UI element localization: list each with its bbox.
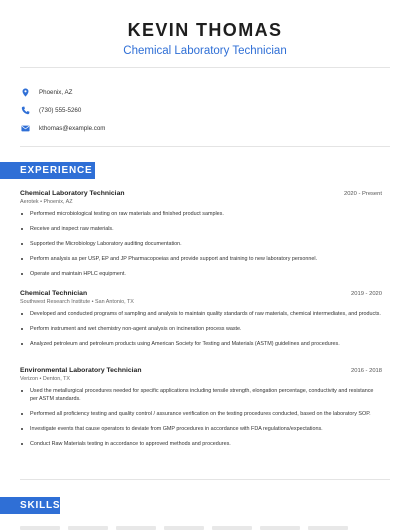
skills-section-heading: SKILLS	[0, 497, 60, 514]
skill-chip	[116, 526, 156, 530]
job-bullets	[20, 310, 382, 348]
bullet-item: Performed microbiological testing on raw materials and finished product samples.	[20, 210, 382, 218]
bullet-item: Investigate events that cause operators to deviate from GMP procedures in accordance with FDA regulations/expectations.	[20, 425, 382, 433]
bullet-item: Conduct Raw Materials testing in accordance to approved methods and procedures.	[20, 440, 382, 448]
job-dates: 2019 - 2020	[351, 291, 382, 297]
job-bullets	[20, 387, 382, 448]
header-divider	[20, 67, 390, 68]
contact-list	[21, 83, 105, 137]
job-bullets	[20, 210, 382, 278]
skill-chip	[164, 526, 204, 530]
bullet-item: Supported the Microbiology Laboratory auditing documentation.	[20, 240, 382, 248]
skill-chip	[260, 526, 300, 530]
phone-text: (730) 555-5260	[39, 106, 82, 114]
bullet-item: Perform analysis as per USP, EP and JP Pharmacopoeias and provide support and training to new laboratory personnel.	[20, 255, 382, 263]
contact-phone	[21, 101, 105, 119]
skill-chip	[68, 526, 108, 530]
envelope-icon	[21, 124, 30, 133]
job-company: Southwest Research Institute • San Antonio, TX	[20, 299, 134, 305]
skill-chip	[212, 526, 252, 530]
bullet-item: Performed all proficiency testing and quality control / assurance verification on the testing procedures conducted, based on the laboratory SOP.	[20, 410, 382, 418]
experience-divider	[20, 479, 390, 480]
map-pin-icon	[21, 88, 30, 97]
job-dates: 2016 - 2018	[351, 368, 382, 374]
contact-divider	[20, 146, 390, 147]
bullet-item: Operate and maintain HPLC equipment.	[20, 270, 382, 278]
location-text: Phoenix, AZ	[39, 88, 73, 96]
job-title: Environmental Laboratory Technician	[20, 367, 142, 374]
experience-item	[20, 367, 382, 455]
bullet-item: Analyzed petroleum and petroleum products using American Society for Testing and Materials (ASTM) guidelines and procedures.	[20, 340, 382, 348]
resume-header	[0, 0, 410, 57]
candidate-title: Chemical Laboratory Technician	[123, 45, 287, 57]
job-company: Aerotek • Phoenix, AZ	[20, 199, 73, 205]
skill-chip	[308, 526, 348, 530]
job-title: Chemical Technician	[20, 290, 88, 297]
bullet-item: Receive and inspect raw materials.	[20, 225, 382, 233]
experience-section-heading: EXPERIENCE	[0, 162, 95, 179]
job-title: Chemical Laboratory Technician	[20, 190, 125, 197]
bullet-item: Perform instrument and wet chemistry non-agent analysis on incineration process waste.	[20, 325, 382, 333]
contact-location	[21, 83, 105, 101]
candidate-name: KEVIN THOMAS	[127, 20, 283, 40]
contact-email	[21, 119, 105, 137]
experience-item	[20, 290, 382, 355]
job-dates: 2020 - Present	[343, 191, 382, 197]
skills-list	[20, 526, 348, 530]
job-company: Verizon • Denton, TX	[20, 376, 71, 382]
skill-chip	[20, 526, 60, 530]
email-text[interactable]: kthomas@example.com	[39, 124, 106, 132]
phone-icon	[21, 106, 30, 115]
experience-item	[20, 190, 382, 285]
bullet-item: Developed and conducted programs of sampling and analysis to maintain quality standards of raw materials, chemical intermediates, and products.	[20, 310, 382, 318]
bullet-item: Used the metallurgical procedures needed for specific applications including tensile strength, elongation percentage, conductivity and resistance per ASTM standards.	[20, 387, 382, 403]
